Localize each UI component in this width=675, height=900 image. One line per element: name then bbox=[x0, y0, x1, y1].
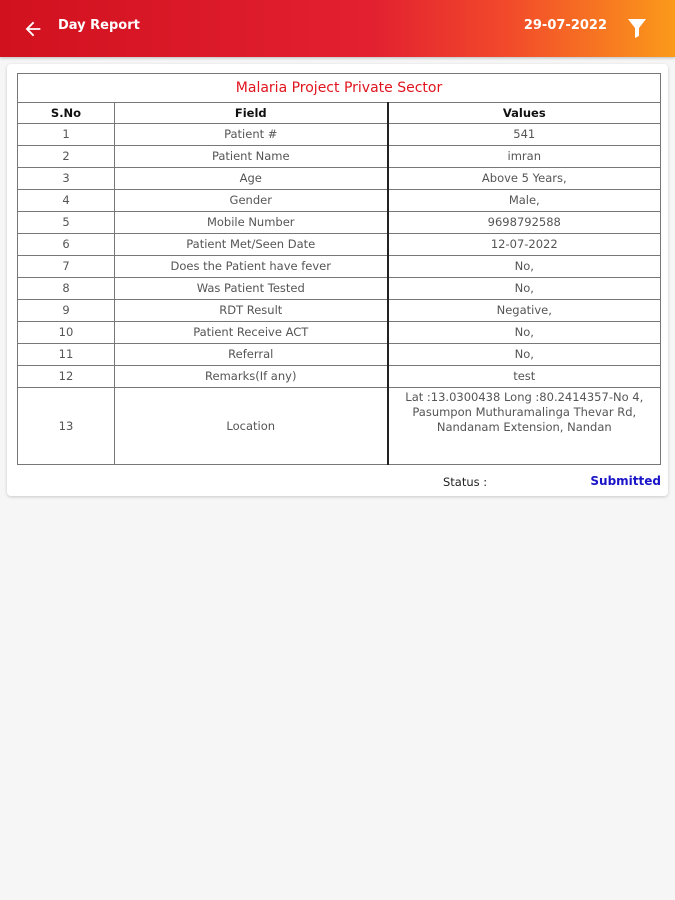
column-header-field: Field bbox=[115, 103, 388, 124]
table-row bbox=[18, 168, 661, 190]
cell-field: Location bbox=[115, 388, 388, 465]
cell-sno: 11 bbox=[18, 344, 115, 366]
cell-value: Above 5 Years, bbox=[388, 168, 661, 190]
cell-sno: 3 bbox=[18, 168, 115, 190]
cell-sno: 2 bbox=[18, 146, 115, 168]
table-row bbox=[18, 234, 661, 256]
cell-value: No, bbox=[388, 278, 661, 300]
cell-value: No, bbox=[388, 322, 661, 344]
table-caption: Malaria Project Private Sector bbox=[18, 74, 661, 103]
cell-field: Was Patient Tested bbox=[115, 278, 388, 300]
table-row bbox=[18, 190, 661, 212]
table-row bbox=[18, 388, 661, 465]
table-row bbox=[18, 366, 661, 388]
table-row bbox=[18, 212, 661, 234]
cell-value: 12-07-2022 bbox=[388, 234, 661, 256]
page-title: Day Report bbox=[58, 18, 140, 33]
cell-field: Remarks(If any) bbox=[115, 366, 388, 388]
app-bar bbox=[0, 0, 675, 57]
cell-sno: 4 bbox=[18, 190, 115, 212]
cell-field: Mobile Number bbox=[115, 212, 388, 234]
cell-sno: 1 bbox=[18, 124, 115, 146]
cell-sno: 8 bbox=[18, 278, 115, 300]
cell-value: 541 bbox=[388, 124, 661, 146]
cell-field: Referral bbox=[115, 344, 388, 366]
cell-sno: 7 bbox=[18, 256, 115, 278]
cell-field: Age bbox=[115, 168, 388, 190]
cell-field: Gender bbox=[115, 190, 388, 212]
table-row bbox=[18, 146, 661, 168]
status-badge: Submitted bbox=[590, 474, 661, 488]
table-row bbox=[18, 344, 661, 366]
table-row bbox=[18, 278, 661, 300]
cell-field: Patient Receive ACT bbox=[115, 322, 388, 344]
cell-value: No, bbox=[388, 256, 661, 278]
cell-sno: 13 bbox=[18, 388, 115, 465]
back-button[interactable] bbox=[18, 14, 48, 44]
cell-field: Does the Patient have fever bbox=[115, 256, 388, 278]
cell-field: RDT Result bbox=[115, 300, 388, 322]
table-row bbox=[18, 322, 661, 344]
cell-sno: 5 bbox=[18, 212, 115, 234]
cell-value: 9698792588 bbox=[388, 212, 661, 234]
cell-value: No, bbox=[388, 344, 661, 366]
cell-value: Lat :13.0300438 Long :80.2414357-No 4, Pasumpon Muthuramalinga Thevar Rd, Nandanam Extension, Nandan bbox=[388, 388, 661, 465]
cell-sno: 10 bbox=[18, 322, 115, 344]
table-row bbox=[18, 256, 661, 278]
status-label: Status : bbox=[443, 475, 488, 489]
cell-value: Male, bbox=[388, 190, 661, 212]
filter-icon bbox=[627, 17, 647, 39]
column-header-sno: S.No bbox=[18, 103, 115, 124]
arrow-left-icon bbox=[22, 18, 44, 40]
cell-value: Negative, bbox=[388, 300, 661, 322]
cell-field: Patient Met/Seen Date bbox=[115, 234, 388, 256]
report-card bbox=[7, 64, 668, 496]
cell-field: Patient # bbox=[115, 124, 388, 146]
cell-sno: 9 bbox=[18, 300, 115, 322]
table-row bbox=[18, 124, 661, 146]
cell-field: Patient Name bbox=[115, 146, 388, 168]
filter-button[interactable] bbox=[625, 15, 649, 41]
cell-value: imran bbox=[388, 146, 661, 168]
table-row bbox=[18, 300, 661, 322]
cell-sno: 6 bbox=[18, 234, 115, 256]
column-header-values: Values bbox=[388, 103, 661, 124]
cell-value: test bbox=[388, 366, 661, 388]
report-date: 29-07-2022 bbox=[523, 18, 607, 33]
report-table bbox=[17, 73, 661, 465]
cell-sno: 12 bbox=[18, 366, 115, 388]
